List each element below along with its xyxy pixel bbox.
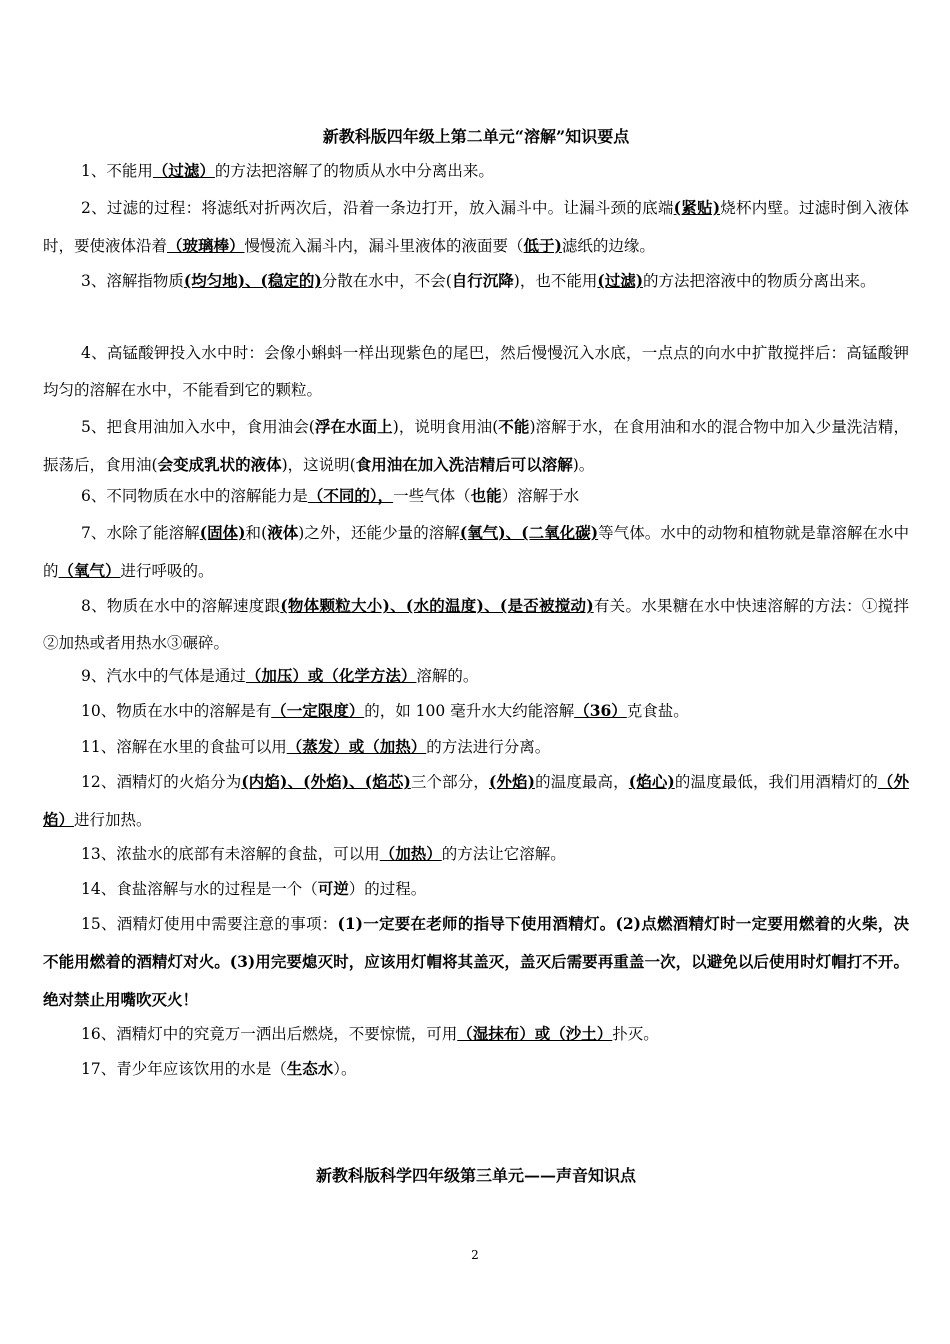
answer-underlined: (氧气)、(二氧化碳) <box>459 523 599 542</box>
text-run: 17、青少年应该饮用的水是（ <box>81 1060 287 1078</box>
list-item <box>43 152 909 190</box>
list-item <box>43 408 909 484</box>
answer-underlined: (紧贴) <box>673 198 721 217</box>
text-run: )溶解于水，在食用油和水的混合物中加入少量洗洁精，振荡后，食用油( <box>43 418 909 474</box>
answer-underlined: （玻璃棒） <box>167 236 245 255</box>
list-item <box>43 335 909 409</box>
text-run: 分散在水中，不会( <box>321 272 452 290</box>
list-item <box>43 870 909 908</box>
text-run: )，说明食用油( <box>392 418 499 436</box>
text-run: 1、不能用 <box>81 162 153 180</box>
list-item <box>43 587 909 662</box>
text-run: 15、酒精灯使用中需要注意的事项： <box>81 915 338 933</box>
text-run: 3、溶解指物质 <box>81 272 184 290</box>
answer-underlined: (焰心) <box>628 772 675 791</box>
answer-underlined: （加压）或（化学方法） <box>245 666 417 685</box>
answer-underlined: （一定限度） <box>271 701 365 720</box>
text-run: ）。 <box>333 1060 357 1078</box>
list-item <box>43 657 909 695</box>
text-run: 9、汽水中的气体是通过 <box>81 667 246 685</box>
text-run: 的，如 100 毫升水大约能溶解 <box>364 702 575 720</box>
text-run: 溶解的。 <box>416 667 479 685</box>
text-run: 10、物质在水中的溶解是有 <box>81 702 272 720</box>
text-run: 6、不同物质在水中的溶解能力是 <box>81 487 308 505</box>
text-run: ）溶解于水 <box>501 487 580 505</box>
text-run: 三个部分， <box>410 773 489 791</box>
section-title-dissolving: 新教科版四年级上第二单元“溶解”知识要点 <box>322 127 630 146</box>
text-run: 的方法进行分离。 <box>426 738 551 756</box>
list-item <box>43 905 909 1019</box>
answer-bold: 会变成乳状的液体 <box>157 455 282 474</box>
answer-bold: 也能 <box>470 486 502 505</box>
text-run: 16、酒精灯中的究竟万一洒出后燃烧，不要惊慌，可用 <box>81 1025 458 1043</box>
text-run: )，这说明( <box>281 456 356 474</box>
answer-underlined: （不同的）， <box>307 486 394 505</box>
text-run: 11、溶解在水里的食盐可以用 <box>81 738 287 756</box>
text-run: 等气体。水中的动物和植物就是靠溶解在水中的 <box>43 524 909 580</box>
answer-bold: 不能 <box>498 417 530 436</box>
text-run: 和( <box>245 524 268 542</box>
answer-underlined: （36） <box>574 701 627 720</box>
text-run: 一些气体（ <box>393 487 471 505</box>
list-item <box>43 262 909 300</box>
text-run: 14、食盐溶解与水的过程是一个（ <box>81 880 318 898</box>
text-run: ）的过程。 <box>348 880 427 898</box>
answer-bold: 液体 <box>267 523 299 542</box>
text-run: 的温度最低，我们用酒精灯的 <box>674 773 878 791</box>
list-item <box>43 477 909 515</box>
text-run: 4、高锰酸钾投入水中时：会像小蝌蚪一样出现紫色的尾巴，然后慢慢沉入水底，一点点的向水中扩散搅拌后：高锰酸钾均匀的溶解在水中，不能看到它的颗粒。 <box>43 344 909 399</box>
text-run: )。 <box>572 456 595 474</box>
answer-underlined: 低于) <box>523 236 562 255</box>
answer-underlined: （外焰） <box>43 772 909 829</box>
answer-bold: 自行沉降 <box>451 271 514 290</box>
page-number: 2 <box>471 1248 479 1262</box>
answer-bold: 浮在水面上 <box>314 417 393 436</box>
text-run: 5、把食用油加入水中，食用油会( <box>81 418 315 436</box>
text-run: )之外，还能少量的溶解 <box>298 524 460 542</box>
text-run: 烧杯内壁。过滤时倒入液体时，要使液体沿着 <box>43 199 909 255</box>
answer-underlined: (过滤) <box>597 271 644 290</box>
list-item <box>43 514 909 590</box>
list-item <box>43 189 909 265</box>
text-run: 滤纸的边缘。 <box>561 237 655 255</box>
text-run: 克食盐。 <box>626 702 689 720</box>
answer-underlined: （氧气） <box>58 561 121 580</box>
answer-underlined: (固体) <box>199 523 246 542</box>
text-run: )，也不能用 <box>513 272 598 290</box>
answer-underlined: （过滤） <box>152 161 215 180</box>
answer-underlined: (均匀地)、(稳定的) <box>183 271 322 290</box>
section-title-sound: 新教科版科学四年级第三单元——声音知识点 <box>315 1166 636 1185</box>
text-run: 2、过滤的过程：将滤纸对折两次后，沿着一条边打开，放入漏斗中。让漏斗颈的底端 <box>81 199 674 217</box>
answer-bold: 可逆 <box>317 879 349 898</box>
answer-bold: (1)一定要在老师的指导下使用酒精灯。(2)点燃酒精灯时一定要用燃着的火柴，决不能用燃着的酒精灯对火。(3)用完要熄灭时，应该用灯帽将其盖灭，盖灭后需要再重盖一次，以避免以后使用时灯帽打不开。绝对禁止用嘴吹灭火！ <box>43 914 909 1009</box>
text-run: 扑灭。 <box>612 1025 659 1043</box>
answer-underlined: (外焰) <box>488 772 535 791</box>
answer-bold: 食用油在加入洗洁精后可以溶解 <box>355 455 573 474</box>
text-run: 慢慢流入漏斗内，漏斗里液体的液面要（ <box>244 237 524 255</box>
text-run: 进行加热。 <box>74 811 152 829</box>
text-run: 8、物质在水中的溶解速度跟 <box>81 597 281 615</box>
text-run: 的方法把溶解了的物质从水中分离出来。 <box>214 162 494 180</box>
list-item <box>43 692 909 730</box>
answer-bold: 生态水 <box>286 1059 334 1078</box>
answer-underlined: （湿抹布）或（沙土） <box>457 1024 613 1043</box>
text-run: 12、酒精灯的火焰分为 <box>81 773 242 791</box>
list-item <box>43 835 909 873</box>
text-run: 进行呼吸的。 <box>120 562 214 580</box>
text-run: 的方法让它溶解。 <box>441 845 566 863</box>
list-item <box>43 1015 909 1053</box>
list-item <box>43 728 909 766</box>
answer-underlined: (物体颗粒大小)、(水的温度)、(是否被搅动) <box>280 596 594 615</box>
answer-underlined: （蒸发）或（加热） <box>286 737 427 756</box>
answer-underlined: （加热） <box>379 844 442 863</box>
list-item <box>43 1050 909 1088</box>
text-run: 有关。水果糖在水中快速溶解的方法：①搅拌②加热或者用热水③碾碎。 <box>43 597 909 652</box>
list-item <box>43 763 909 839</box>
text-run: 7、水除了能溶解 <box>81 524 200 542</box>
text-run: 13、浓盐水的底部有未溶解的食盐，可以用 <box>81 845 380 863</box>
answer-underlined: (内焰)、(外焰)、(焰芯) <box>241 772 411 791</box>
text-run: 的温度最高， <box>534 773 629 791</box>
text-run: 的方法把溶液中的物质分离出来。 <box>643 272 876 290</box>
